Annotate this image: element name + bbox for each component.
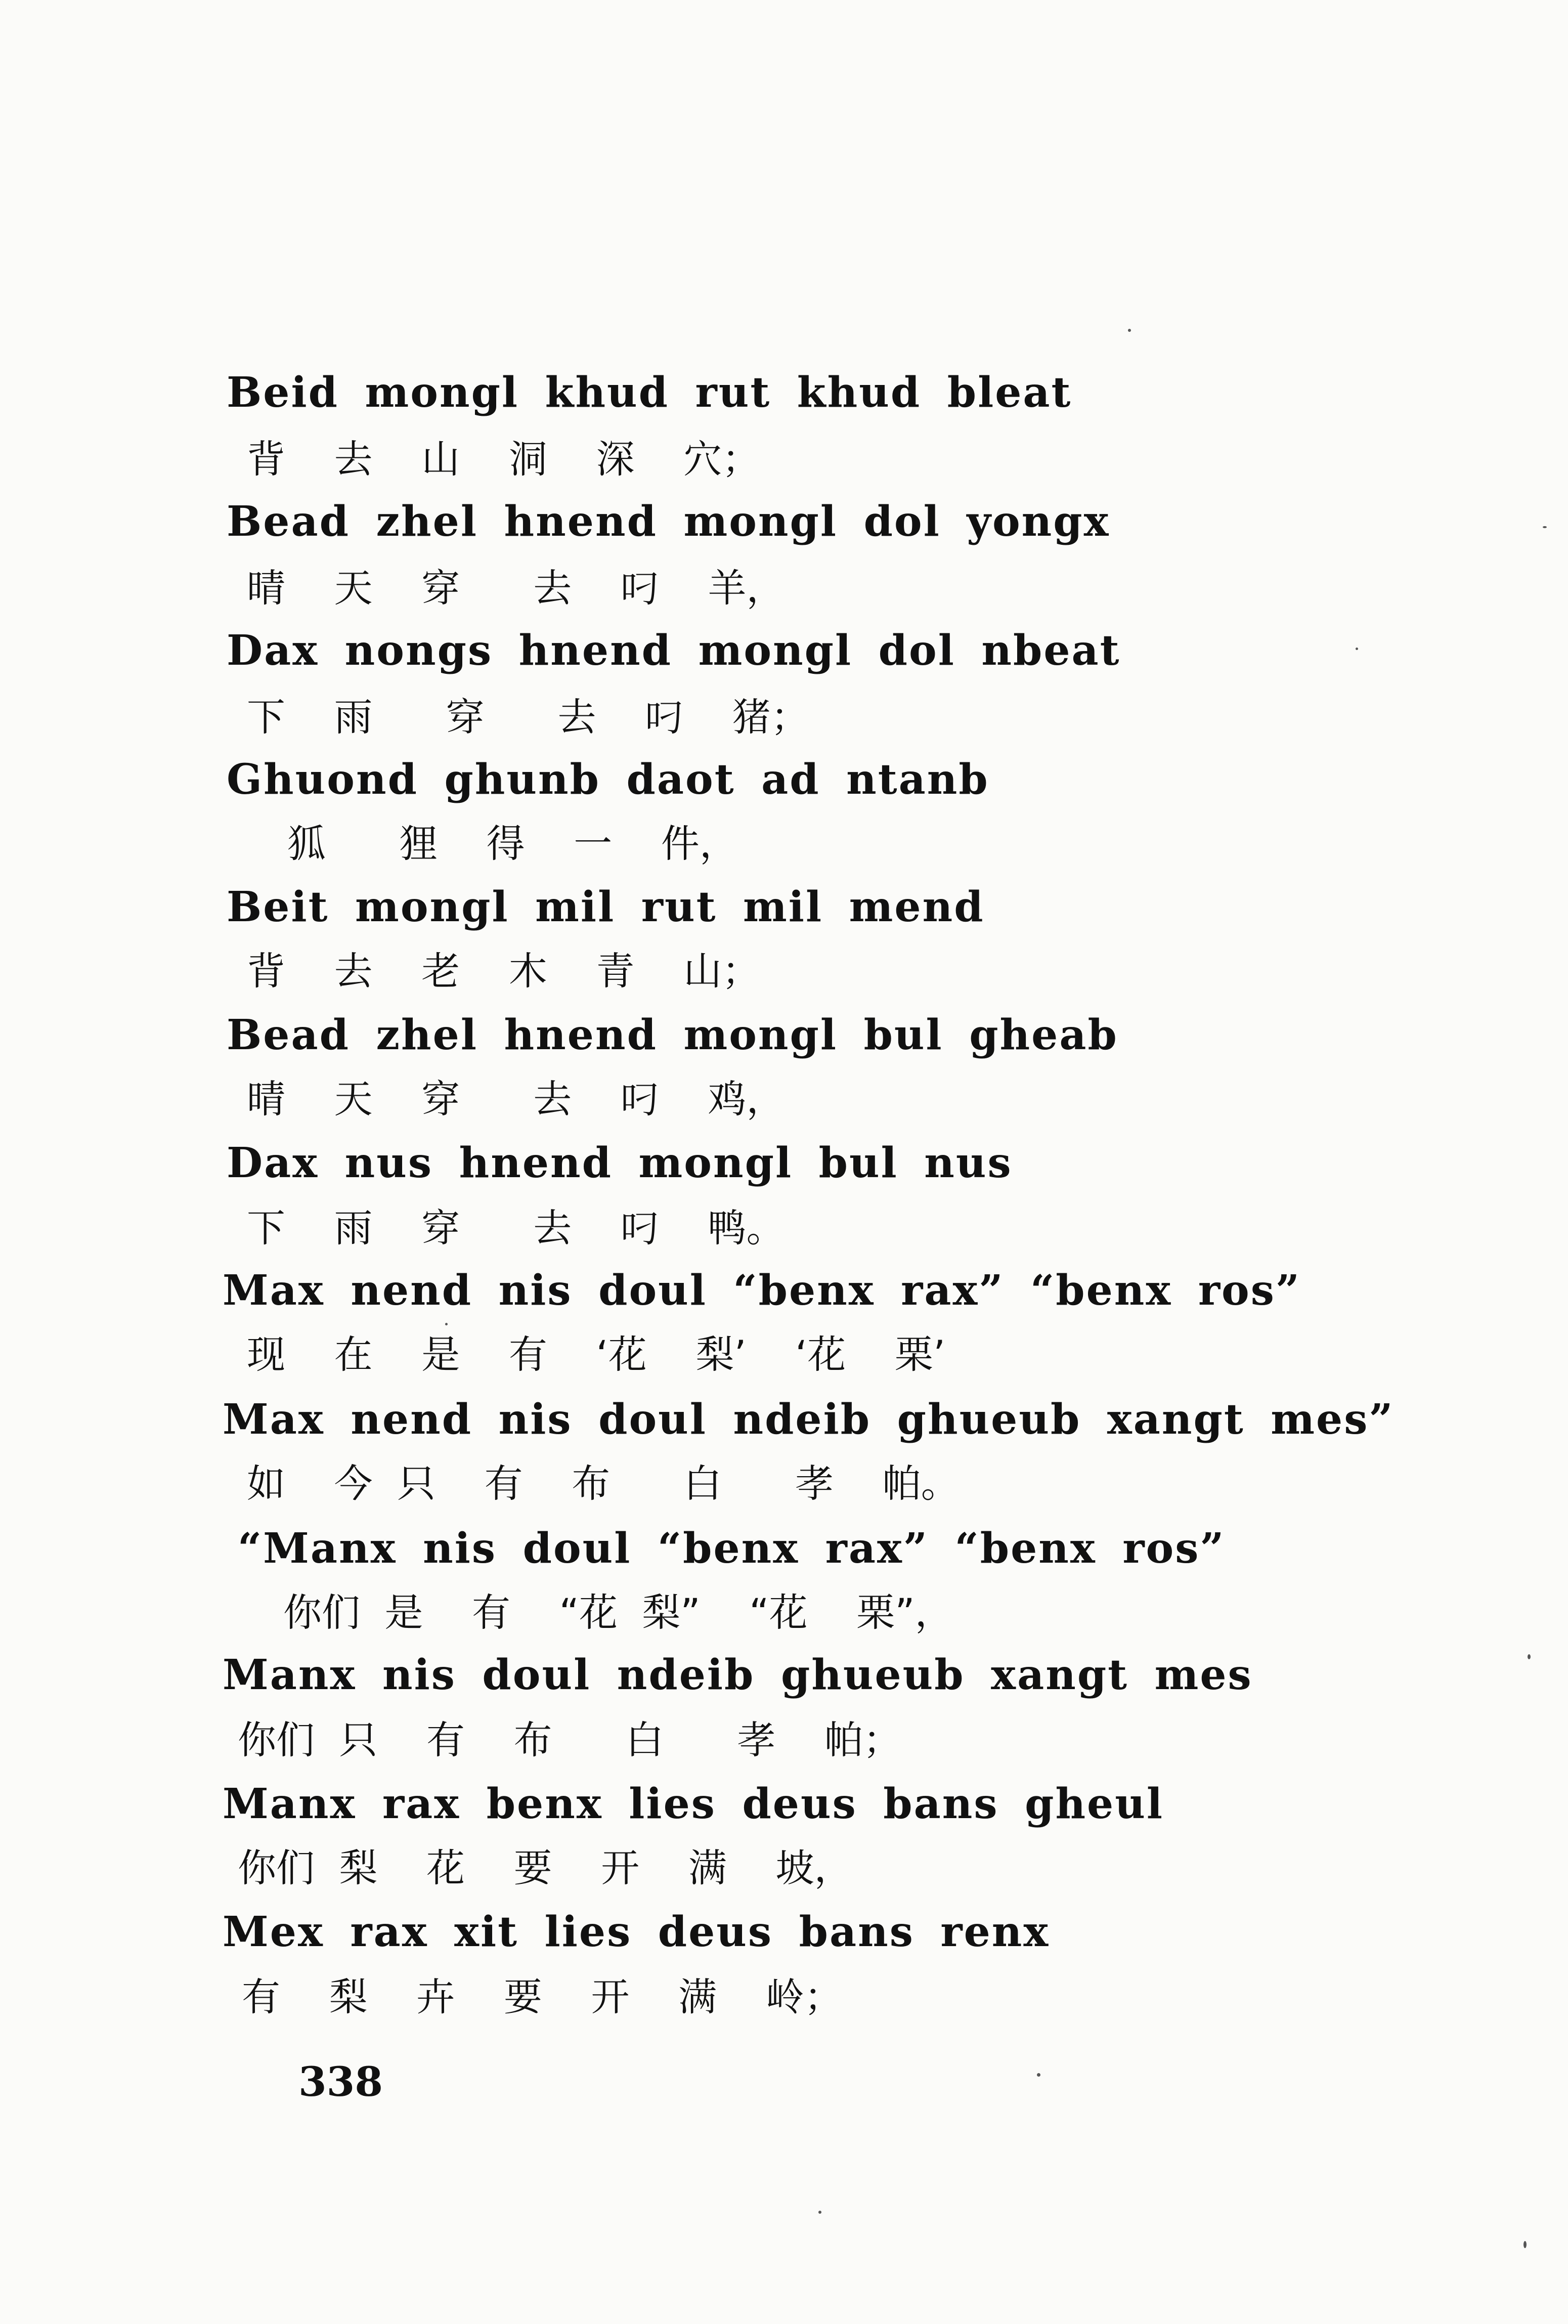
scan-speck <box>818 2211 821 2214</box>
chinese-gloss-line: 你们 梨 花 要 开 满 坡， <box>238 1845 853 1890</box>
miao-text-line: Ghuond ghunb daot ad ntanb <box>227 755 989 804</box>
scan-speck <box>1128 329 1131 332</box>
miao-text-line: Bead zhel hnend mongl bul gheab <box>227 1011 1118 1059</box>
miao-text-line: Beit mongl mil rut mil mend <box>227 883 985 931</box>
chinese-gloss-line: 背 去 老 木 青 山； <box>247 949 761 994</box>
chinese-gloss-line: 现 在 是 有 ‘花 梨’ ‘花 栗’ <box>247 1332 946 1377</box>
scan-speck <box>1523 2241 1527 2248</box>
chinese-gloss-line: 晴 天 穿 去 叼 羊， <box>247 566 785 611</box>
chinese-gloss-line: 晴 天 穿 去 叼 鸡， <box>247 1077 785 1122</box>
chinese-gloss-line: 你们 只 有 布 白 孝 帕； <box>238 1717 902 1762</box>
chinese-gloss-line: 下 雨 穿 去 叼 鸭。 <box>247 1206 785 1251</box>
chinese-gloss-line: 你们 是 有 “花 梨” “花 栗”， <box>283 1590 953 1635</box>
miao-text-line: Dax nus hnend mongl bul nus <box>227 1139 1013 1187</box>
chinese-gloss-line: 狐 狸 得 一 件， <box>287 821 738 866</box>
chinese-gloss-line: 背 去 山 洞 深 穴； <box>247 437 761 482</box>
scan-speck <box>445 1323 448 1325</box>
miao-text-line: Dax nongs hnend mongl dol nbeat <box>227 626 1121 675</box>
miao-text-line: “Manx nis doul “benx rax” “benx ros” <box>238 1524 1226 1573</box>
chinese-gloss-line: 有 梨 卉 要 开 满 岭； <box>242 1974 843 2019</box>
miao-text-line: Mex rax xit lies deus bans renx <box>223 1908 1050 1956</box>
scan-speck <box>1356 648 1358 650</box>
scan-speck <box>1037 2073 1040 2077</box>
miao-text-line: Bead zhel hnend mongl dol yongx <box>227 497 1110 546</box>
miao-text-line: Beid mongl khud rut khud bleat <box>227 368 1072 417</box>
miao-text-line: Manx rax benx lies deus bans gheul <box>223 1780 1164 1828</box>
scan-speck <box>1528 1654 1531 1659</box>
page-number: 338 <box>298 2058 383 2105</box>
miao-text-line: Max nend nis doul “benx rax” “benx ros” <box>223 1266 1301 1315</box>
scan-speck <box>1543 526 1547 528</box>
chinese-gloss-line: 下 雨 穿 去 叼 猪； <box>247 695 809 740</box>
miao-text-line: Manx nis doul ndeib ghueub xangt mes <box>223 1651 1253 1699</box>
chinese-gloss-line: 如 今 只 有 布 白 孝 帕。 <box>247 1461 960 1506</box>
miao-text-line: Max nend nis doul ndeib ghueub xangt mes” <box>223 1395 1395 1444</box>
